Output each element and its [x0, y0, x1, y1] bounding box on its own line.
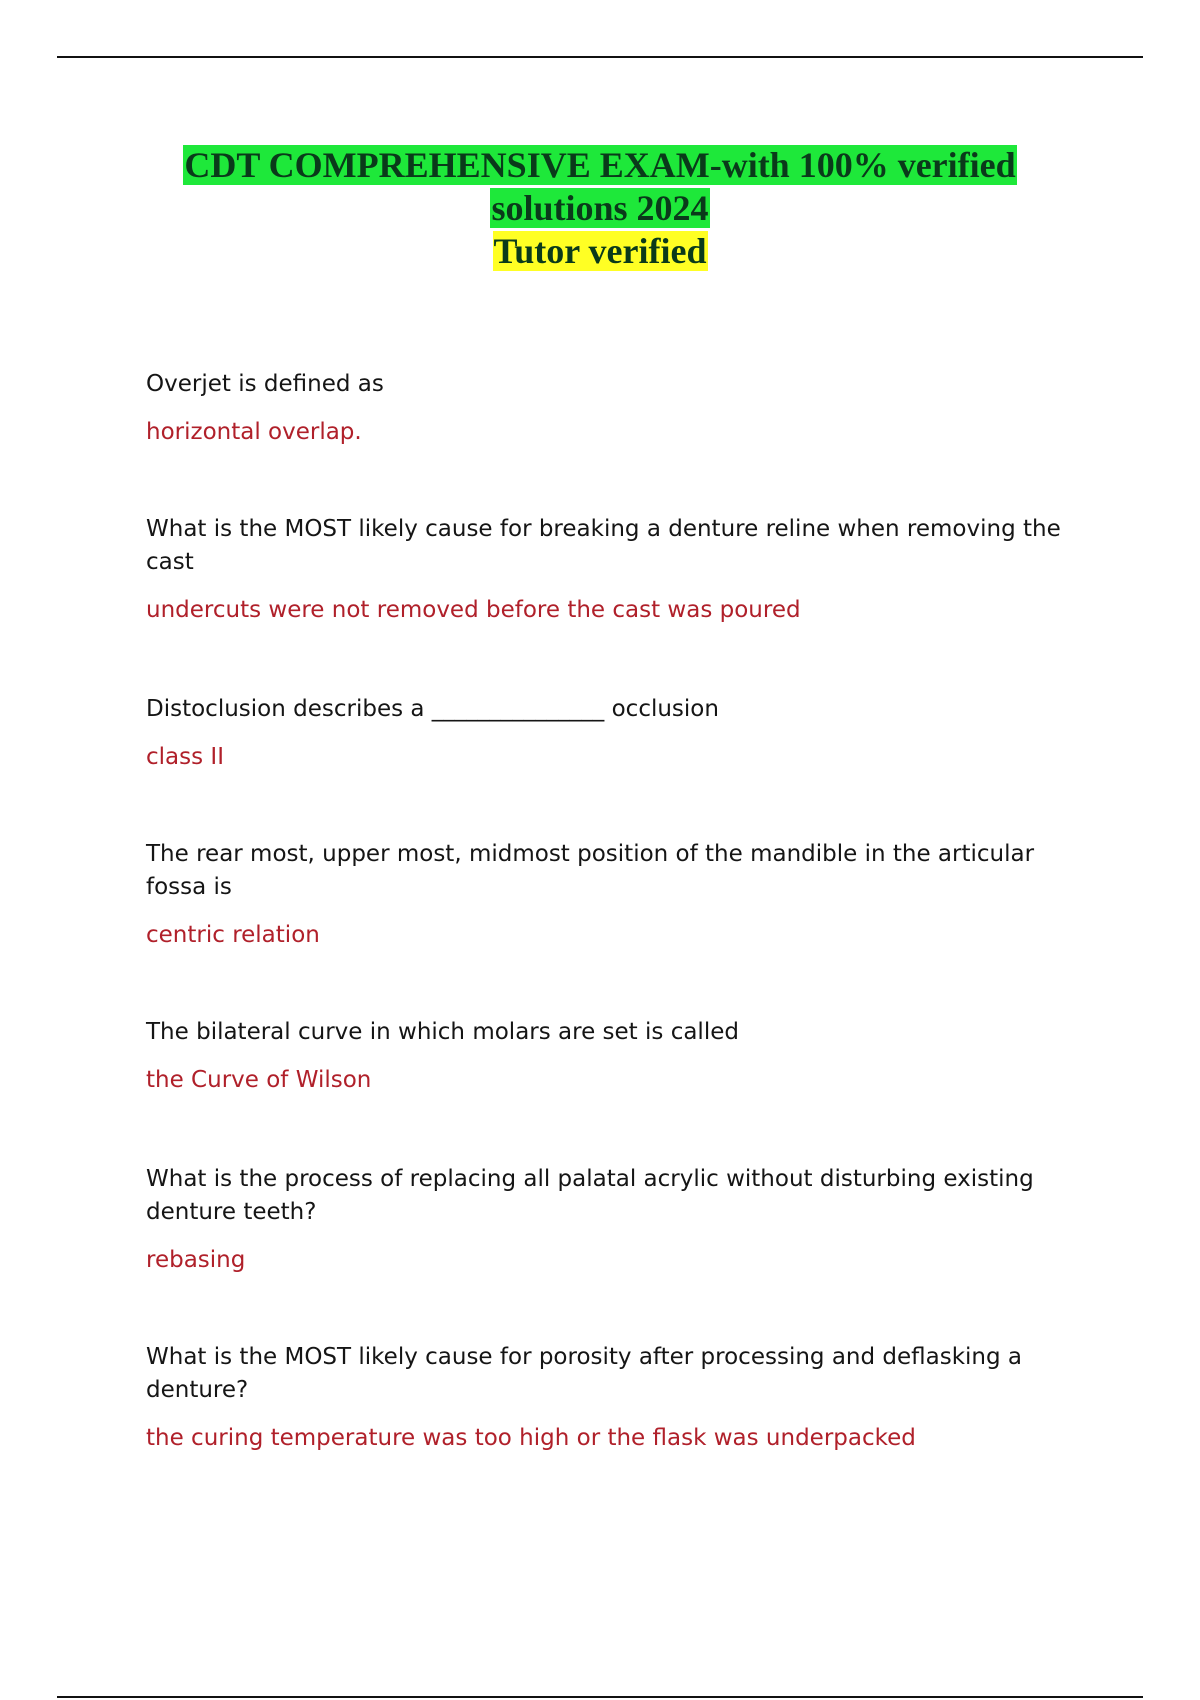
qa-item — [146, 693, 1066, 774]
question: Overjet is defined as — [146, 371, 384, 397]
qa-item — [146, 368, 1066, 449]
qa-item — [146, 1341, 1066, 1455]
answer: rebasing — [146, 1247, 246, 1273]
qa-item — [146, 513, 1066, 627]
answer: the Curve of Wilson — [146, 1067, 372, 1093]
title-line-1: CDT COMPREHENSIVE EXAM-with 100% verified — [184, 145, 1016, 185]
question: What is the MOST likely cause for porosity after processing and deflasking a denture? — [146, 1344, 1023, 1403]
qa-item — [146, 838, 1066, 952]
question: Distoclusion describes a _______________ occlusion — [146, 696, 719, 722]
question: The rear most, upper most, midmost position of the mandible in the articular fossa is — [146, 841, 1035, 900]
answer: undercuts were not removed before the cast was poured — [146, 597, 801, 623]
document-title — [0, 144, 1200, 273]
question: What is the MOST likely cause for breaking a denture reline when removing the cast — [146, 516, 1061, 575]
answer: class II — [146, 744, 224, 770]
bottom-rule — [57, 1696, 1143, 1698]
title-line-2: solutions 2024 — [491, 188, 709, 228]
title-line-3: Tutor verified — [493, 231, 707, 271]
answer: centric relation — [146, 922, 320, 948]
question: What is the process of replacing all palatal acrylic without disturbing existing denture teeth? — [146, 1166, 1034, 1225]
qa-list — [146, 368, 1066, 1455]
question: The bilateral curve in which molars are set is called — [146, 1019, 739, 1045]
top-rule — [57, 56, 1143, 58]
qa-item — [146, 1016, 1066, 1097]
answer: the curing temperature was too high or the flask was underpacked — [146, 1425, 916, 1451]
answer: horizontal overlap. — [146, 419, 362, 445]
qa-item — [146, 1163, 1066, 1277]
